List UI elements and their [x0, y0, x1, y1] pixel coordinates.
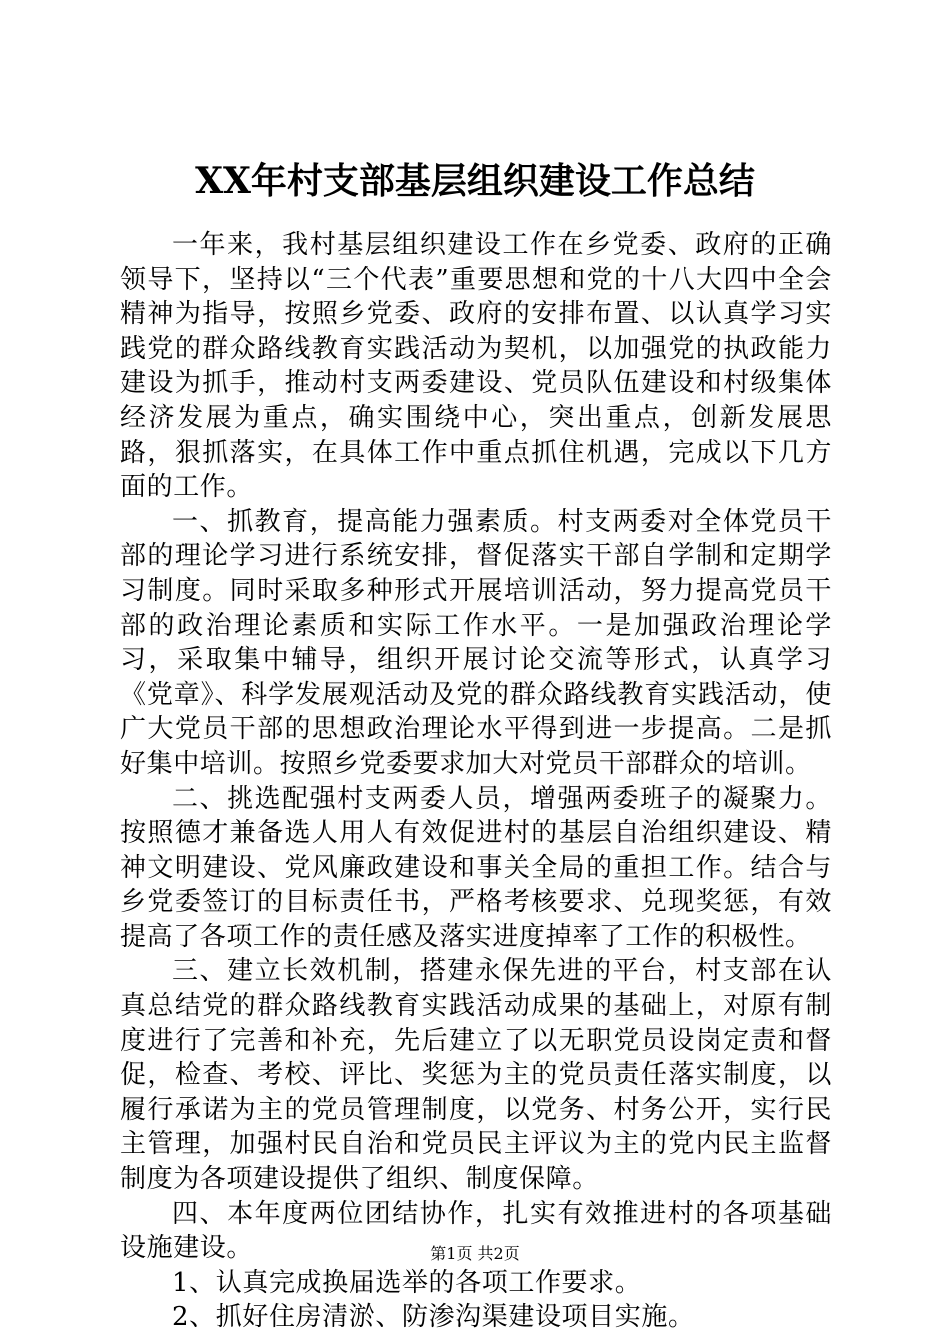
paragraph-intro: 一年来，我村基层组织建设工作在乡党委、政府的正确领导下，坚持以“三个代表”重要思想和党的十八大四中全会精神为指导，按照乡党委、政府的安排布置、以认真学习实践党的群众路线教育实践活动为契机，以加强党的执政能力建设为抓手，推动村支两委建设、党员队伍建设和村级集体经济发展为重点，确实围绕中心，突出重点，创新发展思路，狠抓落实，在具体工作中重点抓住机遇，完成以下几方面的工作。: [120, 230, 832, 503]
paragraph-section-4: 四、本年度两位团结协作，扎实有效推进村的各项基础设施建设。: [120, 1198, 832, 1264]
document-body: [120, 228, 832, 1335]
list-item-1: 1、认真完成换届选举的各项工作要求。: [172, 1267, 642, 1298]
paragraph-section-1: 一、抓教育，提高能力强素质。村支两委对全体党员干部的理论学习进行系统安排，督促落实干部自学制和定期学习制度。同时采取多种形式开展培训活动，努力提高党员干部的政治理论素质和实际工作水平。一是加强政治理论学习，采取集中辅导，组织开展讨论交流等形式，认真学习《党章》、科学发展观活动及党的群众路线教育实践活动，使广大党员干部的思想政治理论水平得到进一步提高。二是抓好集中培训。按照乡党委要求加大对党员干部群众的培训。: [120, 506, 832, 779]
page-number-footer: 第1页 共2页: [430, 1244, 520, 1263]
list-item-2: 2、抓好住房清淤、防渗沟渠建设项目实施。: [172, 1302, 695, 1333]
document-title: XX年村支部基层组织建设工作总结: [195, 160, 755, 202]
paragraph-section-2: 二、挑选配强村支两委人员，增强两委班子的凝聚力。按照德才兼备选人用人有效促进村的基层自治组织建设、精神文明建设、党风廉政建设和事关全局的重担工作。结合与乡党委签订的目标责任书，严格考核要求、兑现奖惩，有效提高了各项工作的责任感及落实进度掉率了工作的积极性。: [120, 783, 832, 952]
paragraph-section-3: 三、建立长效机制，搭建永保先进的平台，村支部在认真总结党的群众路线教育实践活动成果的基础上，对原有制度进行了完善和补充，先后建立了以无职党员设岗定责和督促，检查、考校、评比、奖惩为主的党员责任落实制度，以履行承诺为主的党员管理制度，以党务、村务公开，实行民主管理，加强村民自治和党员民主评议为主的党内民主监督制度为各项建设提供了组织、制度保障。: [120, 956, 832, 1195]
